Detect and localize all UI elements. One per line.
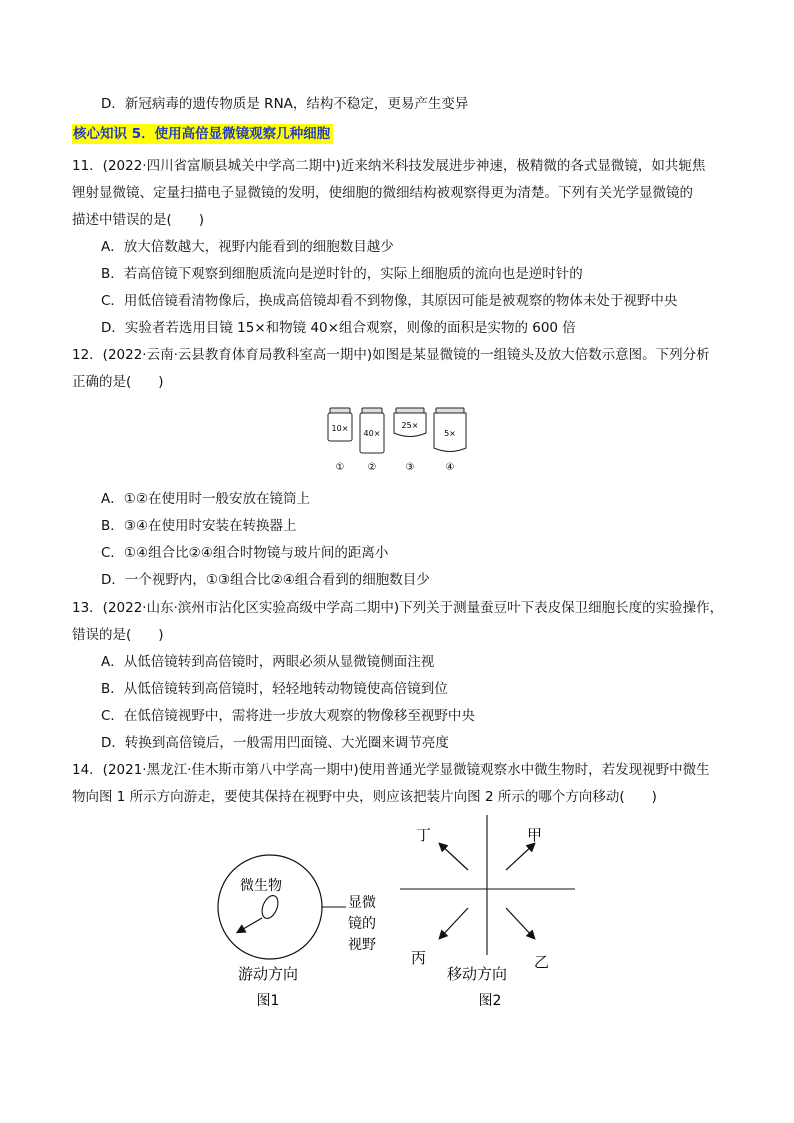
- lens-1-label: 10×: [331, 424, 349, 433]
- lens-3-label: 25×: [401, 421, 419, 430]
- field-label-line3: 视野: [348, 937, 376, 953]
- q12-option-a: A．①②在使用时一般安放在镜筒上: [101, 491, 310, 507]
- move-direction-label: 移动方向: [446, 965, 508, 983]
- microscope-field-circle: [218, 855, 322, 959]
- arrow-ding: [440, 844, 468, 870]
- lens-2-label: 40×: [363, 429, 381, 438]
- q11-stem-line2: 锂射显微镜、定量扫描电子显微镜的发明，使细胞的微细结构被观察得更为清楚。下列有关光学显微镜的: [72, 185, 693, 201]
- arrow-bing: [440, 908, 468, 938]
- q13-stem-line1: 13．(2022·山东·滨州市沾化区实验高级中学高二期中)下列关于测量蚕豆叶下表皮保卫细胞长度的实验操作，: [72, 600, 724, 616]
- lens-4-label: 5×: [444, 429, 456, 438]
- figure1-caption: 图1: [256, 993, 280, 1009]
- q14-figure: [200, 812, 600, 1017]
- figure2-caption: 图2: [478, 993, 502, 1009]
- q12-option-d: D．一个视野内，①③组合比②④组合看到的细胞数目少: [101, 572, 430, 588]
- q13-option-a: A．从低倍镜转到高倍镜时，两眼必须从显微镜侧面注视: [101, 654, 435, 670]
- lens-figure: [320, 400, 480, 475]
- q11-option-c: C．用低倍镜看清物像后，换成高倍镜却看不到物像，其原因可能是被观察的物体未处于视野中央: [101, 293, 678, 309]
- q11-option-d: D．实验者若选用目镜 15×和物镜 40×组合观察，则像的面积是实物的 600 倍: [101, 320, 576, 336]
- arrow-yi: [506, 908, 534, 938]
- field-label-line1: 显微: [348, 895, 376, 911]
- q14-stem-line2: 物向图 1 所示方向游走，要使其保持在视野中央，则应该把装片向图 2 所示的哪个方向移动( ): [72, 789, 657, 805]
- field-label-line2: 镜的: [348, 916, 376, 932]
- lens-2-number: ②: [367, 462, 377, 473]
- lens-4-number: ④: [445, 462, 455, 473]
- section-heading: 核心知识 5．使用高倍显微镜观察几种细胞: [72, 124, 333, 144]
- microorganism-shape: [259, 893, 281, 920]
- q11-stem-line3: 描述中错误的是( ): [72, 212, 205, 228]
- q12-stem-line2: 正确的是( ): [72, 374, 164, 390]
- q13-option-d: D．转换到高倍镜后，一般需用凹面镜、大光圈来调节亮度: [101, 735, 449, 751]
- arrow-jia: [506, 844, 534, 870]
- q11-option-a: A．放大倍数越大，视野内能看到的细胞数目越少: [101, 239, 394, 255]
- q13-stem-line2: 错误的是( ): [72, 627, 164, 643]
- q12-option-c: C．①④组合比②④组合时物镜与玻片间的距离小: [101, 545, 389, 561]
- q11-option-b: B．若高倍镜下观察到细胞质流向是逆时针的，实际上细胞质的流向也是逆时针的: [101, 266, 583, 282]
- q12-option-b: B．③④在使用时安装在转换器上: [101, 518, 297, 534]
- swim-direction-label: 游动方向: [237, 965, 299, 983]
- label-yi: 乙: [534, 953, 550, 971]
- label-ding: 丁: [416, 826, 432, 844]
- q12-stem-line1: 12．(2022·云南·云县教育体育局教科室高一期中)如图是某显微镜的一组镜头及放大倍数示意图。下列分析: [72, 347, 710, 363]
- organism-label: 微生物: [240, 878, 282, 894]
- swim-direction-arrow: [238, 918, 262, 932]
- label-jia: 甲: [527, 826, 543, 844]
- lens-1-number: ①: [335, 462, 345, 473]
- q13-option-b: B．从低倍镜转到高倍镜时，轻轻地转动物镜使高倍镜到位: [101, 681, 448, 697]
- lens-3-number: ③: [405, 462, 415, 473]
- label-bing: 丙: [411, 949, 427, 967]
- q13-option-c: C．在低倍镜视野中，需将进一步放大观察的物像移至视野中央: [101, 708, 475, 724]
- q11-stem-line1: 11．(2022·四川省富顺县城关中学高二期中)近来纳米科技发展进步神速，极精微的各式显微镜，如共轭焦: [72, 158, 706, 174]
- q10-option-d: D．新冠病毒的遗传物质是 RNA，结构不稳定，更易产生变异: [101, 96, 469, 112]
- q14-stem-line1: 14．(2021·黑龙江·佳木斯市第八中学高一期中)使用普通光学显微镜观察水中微生物时，若发现视野中微生: [72, 762, 710, 778]
